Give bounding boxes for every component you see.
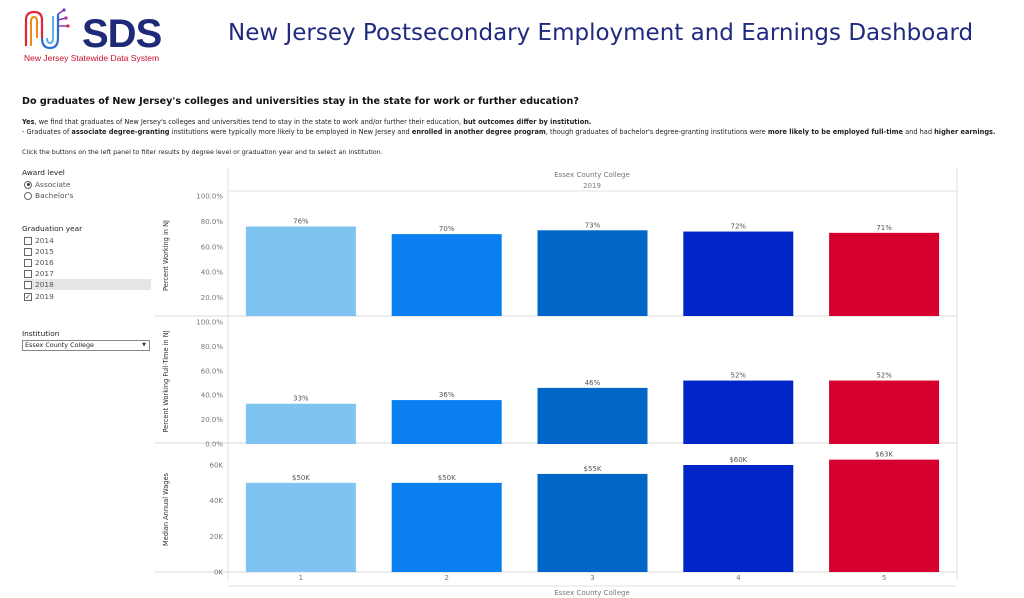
bar-value-label: 46%: [584, 378, 601, 387]
bar-value-label: 76%: [293, 217, 309, 226]
bar-value-label: 36%: [438, 391, 455, 400]
option-label: Associate: [35, 180, 71, 189]
option-label: 2017: [35, 269, 54, 278]
intro-text: - Graduates of: [22, 128, 72, 136]
y-tick-label: 0.0%: [205, 440, 223, 449]
bar-value-label: $60K: [729, 456, 748, 464]
y-tick-label: 80.0%: [200, 342, 223, 351]
logo-text: SDS: [82, 12, 162, 56]
bar: [683, 465, 793, 572]
intro-text: , though graduates of bachelor's degree-granting institutions were: [545, 128, 768, 136]
bar-value-label: 33%: [293, 394, 309, 403]
award-level-label: Award level: [22, 168, 65, 177]
graduation-year-label: Graduation year: [22, 224, 83, 233]
y-tick-label: 20.0%: [200, 416, 223, 425]
intro-text: institutions were typically more likely to be employed in New Jersey and: [169, 128, 412, 136]
y-tick-label: 40K: [209, 497, 223, 506]
bar: [683, 232, 793, 316]
bar: [392, 234, 502, 316]
bar-value-label: 72%: [730, 222, 747, 231]
bar: [683, 381, 793, 444]
x-tick-label: 1: [298, 574, 304, 582]
checkbox-checked-icon[interactable]: ✓: [25, 292, 31, 301]
bar-value-label: 73%: [584, 221, 601, 230]
bar: [829, 460, 939, 572]
intro-emphasis: more likely to be employed full-time: [767, 128, 903, 136]
option-label: 2019: [35, 292, 54, 301]
option-label: 2015: [35, 247, 54, 256]
y-tick-label: 60K: [209, 461, 223, 470]
bar: [538, 474, 648, 572]
bar: [538, 388, 648, 444]
y-tick-label: 40.0%: [200, 391, 223, 400]
dropdown-arrow-icon[interactable]: ▼: [142, 342, 146, 348]
y-axis-label: Percent Working Full-Time in NJ: [162, 330, 170, 433]
option-label: 2014: [35, 236, 54, 245]
intro-emphasis: but outcomes differ by institution.: [463, 118, 592, 126]
bar-value-label: $55K: [583, 464, 602, 473]
intro-emphasis: higher earnings.: [934, 128, 996, 136]
y-tick-label: 60.0%: [200, 243, 223, 252]
y-tick-label: 20K: [209, 532, 223, 541]
bar-value-label: 52%: [876, 371, 892, 380]
x-tick-label: 2: [444, 574, 449, 582]
y-axis-label: Median Annual Wages: [162, 473, 170, 546]
page-title: New Jersey Postsecondary Employment and Earnings Dashboard: [228, 20, 974, 46]
bar: [392, 483, 502, 572]
y-tick-label: 40.0%: [200, 268, 223, 277]
institution-label: Institution: [22, 329, 60, 338]
chart-footer-label: Essex County College: [554, 589, 630, 597]
chart-header-institution: Essex County College: [554, 171, 630, 179]
bar: [246, 226, 356, 316]
bar: [392, 400, 502, 444]
y-tick-label: 80.0%: [200, 217, 223, 226]
y-tick-label: 0K: [213, 568, 223, 577]
bar: [538, 230, 648, 316]
option-label: Bachelor's: [35, 191, 74, 200]
bar-value-label: 70%: [438, 225, 455, 234]
intro-emphasis: enrolled in another degree program: [411, 128, 546, 136]
bar: [829, 381, 939, 444]
logo-subtitle: New Jersey Statewide Data System: [24, 53, 160, 63]
x-tick-label: 4: [736, 574, 741, 582]
bar-value-label: 71%: [876, 223, 892, 232]
intro-instructions: Click the buttons on the left panel to filter results by degree level or graduation year and to select an institution.: [22, 148, 383, 156]
bar-value-label: $50K: [437, 473, 456, 482]
x-tick-label: 5: [881, 574, 887, 582]
x-tick-label: 3: [590, 574, 595, 582]
intro-text: , we find that graduates of New Jersey's colleges and universities tend to stay in the state to work and/or further their education,: [34, 118, 464, 126]
intro-text: and had: [903, 128, 935, 136]
intro-emphasis: associate degree-granting: [71, 128, 170, 136]
y-tick-label: 100.0%: [196, 318, 223, 327]
option-label: 2018: [35, 280, 54, 289]
y-tick-label: 100.0%: [196, 192, 223, 201]
y-tick-label: 60.0%: [200, 367, 223, 376]
y-tick-label: 20.0%: [200, 294, 223, 303]
y-axis-label: Percent Working in NJ: [162, 220, 170, 291]
intro-yes: Yes: [22, 118, 35, 126]
bar-value-label: $50K: [291, 473, 310, 482]
bar: [246, 404, 356, 444]
institution-selected-value: Essex County College: [25, 341, 94, 349]
bar: [246, 483, 356, 572]
bar-value-label: 52%: [730, 371, 747, 380]
bar: [829, 233, 939, 316]
intro-question: Do graduates of New Jersey's colleges and universities stay in the state for work or further education?: [22, 96, 579, 107]
option-label: 2016: [35, 258, 54, 267]
chart-header-year: 2019: [583, 182, 601, 190]
bar-value-label: $63K: [875, 450, 894, 459]
